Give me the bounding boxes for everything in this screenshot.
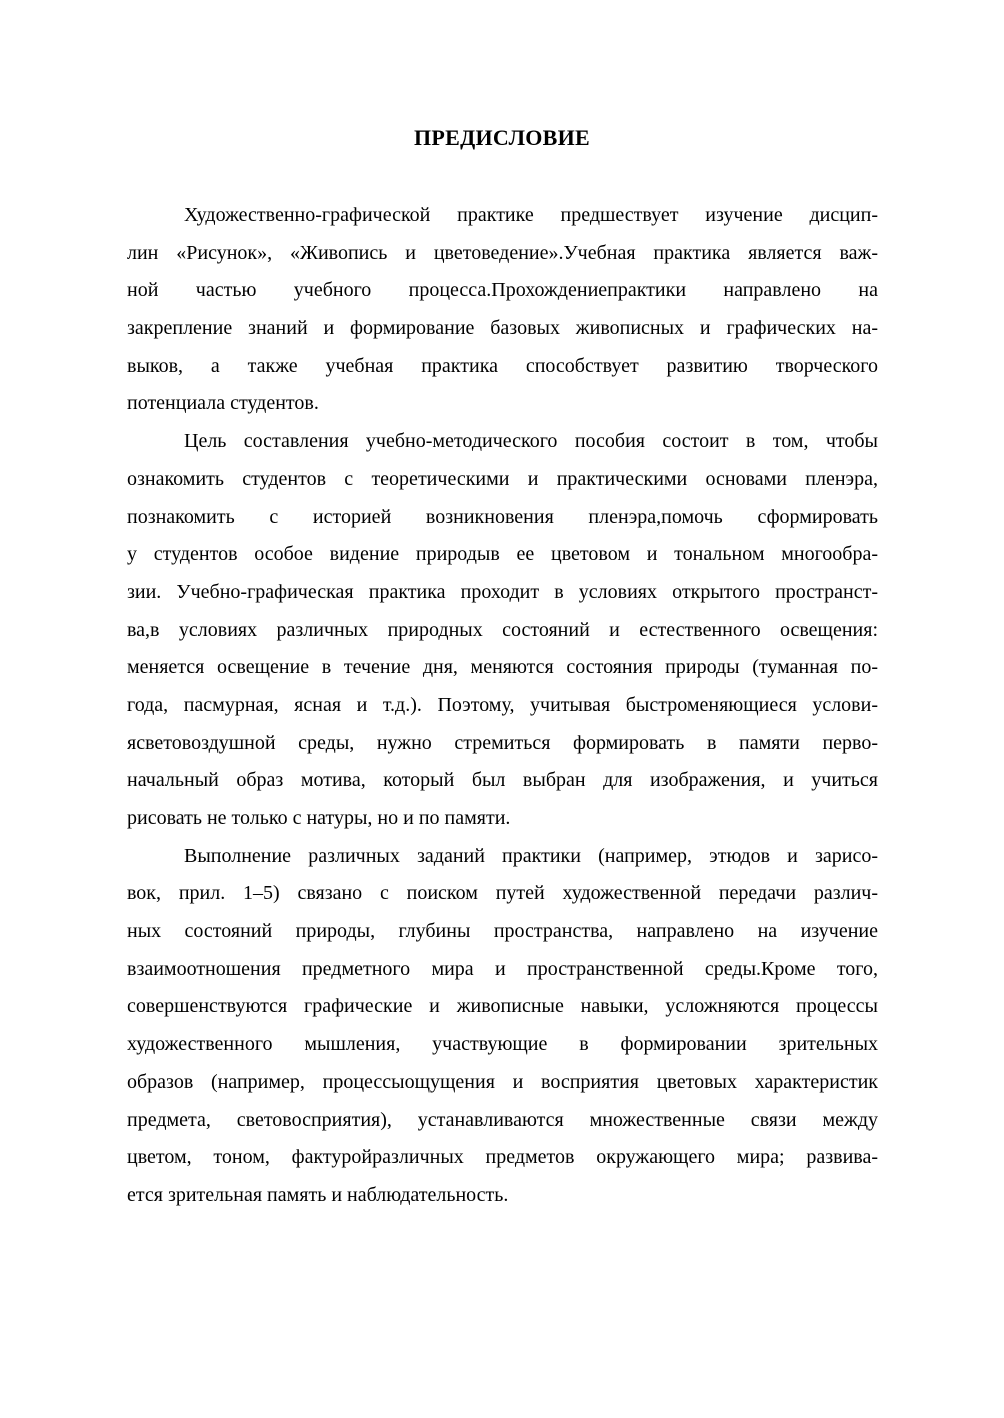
text-line: Выполнение различных заданий практики (например, этюдов и зарисо- bbox=[184, 844, 878, 867]
text-line: ва,в условиях различных природных состояний и естественного освещения: bbox=[127, 618, 878, 641]
text-line: познакомить с историей возникновения пленэра,помочь сформировать bbox=[127, 505, 878, 528]
text-line: вок, прил. 1–5) связано с поиском путей художественной передачи различ- bbox=[127, 882, 878, 905]
text-line: потенциала студентов. bbox=[127, 392, 319, 415]
text-line: начальный образ мотива, который был выбран для изображения, и учиться bbox=[127, 769, 878, 792]
text-line: ознакомить студентов с теоретическими и практическими основами пленэра, bbox=[127, 467, 878, 490]
text-line: художественного мышления, участвующие в формировании зрительных bbox=[127, 1033, 878, 1056]
text-line: выков, а также учебная практика способствует развитию творческого bbox=[127, 354, 878, 377]
text-line: ной частью учебного процесса.Прохождениепрактики направлено на bbox=[127, 279, 878, 302]
text-line: образов (например, процессыощущения и восприятия цветовых характеристик bbox=[127, 1070, 878, 1093]
text-line: закрепление знаний и формирование базовых живописных и графических на- bbox=[127, 317, 878, 340]
text-line: ных состояний природы, глубины пространства, направлено на изучение bbox=[127, 920, 878, 943]
text-line: рисовать не только с натуры, но и по памяти. bbox=[127, 807, 511, 829]
text-line: Художественно-графической практике предшествует изучение дисцип- bbox=[184, 204, 878, 226]
text-line: взаимоотношения предметного мира и пространственной среды.Кроме того, bbox=[127, 957, 878, 980]
text-line: зии. Учебно-графическая практика проходит в условиях открытого пространст- bbox=[127, 580, 878, 603]
text-line: совершенствуются графические и живописные навыки, усложняются процессы bbox=[127, 995, 878, 1018]
text-line: ется зрительная память и наблюдательность. bbox=[127, 1183, 509, 1206]
text-line: предмета, световосприятия), устанавливаются множественные связи между bbox=[127, 1108, 878, 1131]
text-line: года, пасмурная, ясная и т.д.). Поэтому, учитывая быстроменяющиеся услови- bbox=[127, 693, 878, 716]
page-title: ПРЕДИСЛОВИЕ bbox=[413, 125, 591, 150]
text-line: Цель составления учебно-методического пособия состоит в том, чтобы bbox=[184, 430, 878, 453]
text-line: цветом, тоном, фактуройразличных предметов окружающего мира; развива- bbox=[127, 1146, 878, 1169]
text-line: меняется освещение в течение дня, меняются состояния природы (туманная по- bbox=[127, 656, 878, 679]
text-line: у студентов особое видение природыв ее цветовом и тональном многообра- bbox=[127, 543, 878, 566]
text-line: лин «Рисунок», «Живопись и цветоведение».Учебная практика является важ- bbox=[127, 241, 878, 264]
text-line: ясветовоздушной среды, нужно стремиться формировать в памяти перво- bbox=[127, 731, 878, 754]
document-body bbox=[127, 197, 878, 1215]
